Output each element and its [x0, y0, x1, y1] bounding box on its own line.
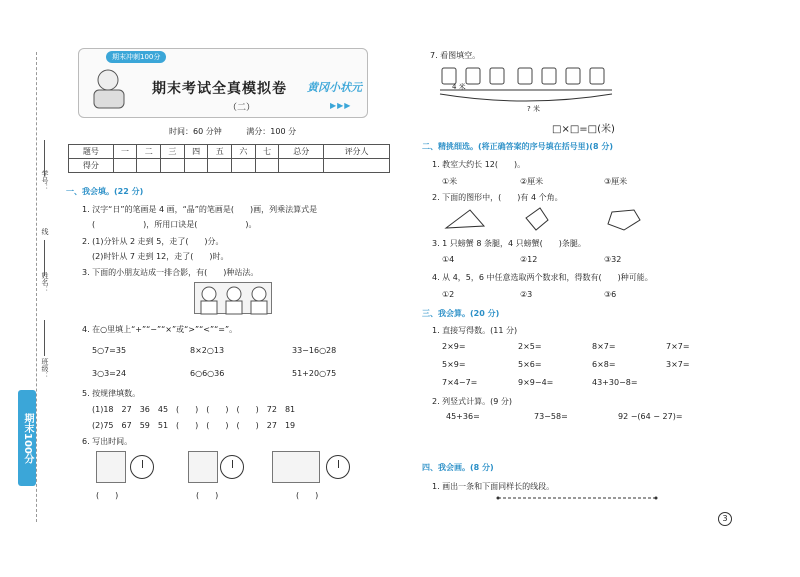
score-input-cell[interactable] [255, 159, 279, 173]
question-text: 1. 画出一条和下面同样长的线段。 [432, 482, 555, 491]
option[interactable]: ①4 [442, 255, 455, 264]
question-text: 3. 1 只螃蟹 8 条腿，4 只螃蟹( )条腿。 [432, 239, 586, 248]
score-input-cell[interactable] [113, 159, 137, 173]
table-cell: 二 [137, 145, 161, 159]
binding-line-mark: 线 [41, 228, 49, 235]
arrow-icon: ▶▶▶ [330, 101, 352, 110]
table-cell: 一 [113, 145, 137, 159]
binding-rule [44, 240, 45, 276]
sequence-row: (2)75 67 59 51 ( ) ( ) ( ) 27 19 [92, 421, 296, 430]
option[interactable]: ②厘米 [520, 177, 544, 186]
clock-icon [220, 455, 244, 479]
three-children-picture [194, 282, 272, 314]
person-illustration [272, 451, 320, 483]
person-illustration [188, 451, 218, 483]
section-heading: 三、我会算。(20 分) [422, 309, 500, 318]
compare-item: 33−16○28 [292, 346, 337, 355]
question-text: 4. 从 4，5，6 中任意选取两个数求和，得数有( )种可能。 [432, 273, 653, 282]
shape-options [444, 206, 654, 232]
brand-logo-side: 期末100分 [18, 390, 36, 486]
calc-item: 7×7= [666, 342, 690, 351]
question-text: 7. 看图填空。 [430, 51, 481, 60]
calc-item: 45+36= [446, 412, 480, 421]
score-input-cell[interactable] [184, 159, 208, 173]
option[interactable]: ③厘米 [604, 177, 628, 186]
person-illustration [96, 451, 126, 483]
question-text: ( )，所用口诀是( )。 [92, 220, 257, 229]
time-limit: 时间：60 分钟 [169, 127, 222, 136]
binding-dashed-line [36, 52, 37, 522]
figure-label: 4 米 [452, 83, 466, 91]
table-cell: 七 [255, 145, 279, 159]
table-cell: 得分 [69, 159, 114, 173]
name-label: 姓名： [41, 272, 49, 293]
section-heading: 四、我会画。(8 分) [422, 463, 494, 472]
table-cell: 三 [161, 145, 185, 159]
calc-item: 7×4−7= [442, 378, 478, 387]
calc-item: 2×5= [518, 342, 542, 351]
full-score: 满分：100 分 [246, 127, 297, 136]
time-answer-blank[interactable]: ( ) [196, 491, 219, 500]
calc-item: 9×9−4= [518, 378, 554, 387]
calc-item: 6×8= [592, 360, 616, 369]
option[interactable]: ②12 [520, 255, 538, 264]
student-id-label: 学号： [41, 170, 49, 191]
mascot-illustration [88, 66, 130, 112]
option[interactable]: ③32 [604, 255, 622, 264]
calc-item: 43+30−8= [592, 378, 638, 387]
question-text: 2. 列竖式计算。(9 分) [432, 397, 513, 406]
question-text: 3. 下面的小朋友站成一排合影，有( )种站法。 [82, 268, 259, 277]
sequence-row: (1)18 27 36 45 ( ) ( ) ( ) 72 81 [92, 405, 296, 414]
score-table [68, 144, 390, 173]
question-text: 2. 下面的图形中，( )有 4 个角。 [432, 193, 563, 202]
question-text: 5. 按规律填数。 [82, 389, 141, 398]
option[interactable]: ②3 [520, 290, 533, 299]
time-answer-blank[interactable]: ( ) [296, 491, 319, 500]
banner-tag: 期末冲刺100分 [106, 51, 166, 63]
binding-rule [44, 320, 45, 356]
table-cell: 总分 [279, 145, 324, 159]
exam-meta [169, 126, 296, 137]
time-answer-blank[interactable]: ( ) [96, 491, 119, 500]
table-cell: 四 [184, 145, 208, 159]
score-input-cell[interactable] [324, 159, 390, 173]
compare-item: 3○3=24 [92, 369, 127, 378]
calc-item: 5×6= [518, 360, 542, 369]
class-label: 班级： [41, 358, 49, 379]
score-input-cell[interactable] [137, 159, 161, 173]
score-input-cell[interactable] [232, 159, 256, 173]
option[interactable]: ①2 [442, 290, 455, 299]
line-segment [496, 494, 660, 502]
calc-item: 2×9= [442, 342, 466, 351]
question-text: (2)时针从 7 走到 12，走了( )时。 [92, 252, 229, 261]
calc-item: 92 −(64 − 27)= [618, 412, 683, 421]
page-title: 期末考试全真模拟卷 [152, 81, 287, 97]
figure-label: ? 米 [527, 105, 540, 113]
table-cell: 题号 [69, 145, 114, 159]
page-number: 3 [718, 512, 732, 526]
calc-item: 3×7= [666, 360, 690, 369]
table-cell: 评分人 [324, 145, 390, 159]
question-text: 6. 写出时间。 [82, 437, 133, 446]
question-text: 1. 教室大约长 12( )。 [432, 160, 526, 169]
binding-rule [44, 140, 45, 176]
compare-item: 6○6○36 [190, 369, 225, 378]
option[interactable]: ①米 [442, 177, 458, 186]
table-cell: 五 [208, 145, 232, 159]
calc-item: 73−58= [534, 412, 568, 421]
clock-icon [326, 455, 350, 479]
question-text: 4. 在○里填上“+”“−”“×”或“>”“<”“=”。 [82, 325, 238, 334]
binding-margin [0, 0, 49, 577]
brand-name: 黄冈小状元 [307, 81, 362, 94]
clock-icon [130, 455, 154, 479]
question-text: 2. (1)分针从 2 走到 5，走了( )分。 [82, 237, 224, 246]
score-input-cell[interactable] [279, 159, 324, 173]
equation-blank[interactable]: □×□=□(米) [552, 124, 615, 135]
table-cell: 六 [232, 145, 256, 159]
option[interactable]: ③6 [604, 290, 617, 299]
question-text: 1. 汉字“日”的笔画是 4 画，“晶”的笔画是( )画，列乘法算式是 [82, 205, 318, 214]
page-subtitle: （二） [228, 103, 256, 113]
section-heading: 一、我会填。(22 分) [66, 187, 144, 196]
calc-item: 5×9= [442, 360, 466, 369]
compare-item: 51+20○75 [292, 369, 337, 378]
score-input-cell[interactable] [208, 159, 232, 173]
question-text: 1. 直接写得数。(11 分) [432, 326, 518, 335]
compare-item: 5○7=35 [92, 346, 127, 355]
calc-item: 8×7= [592, 342, 616, 351]
compare-item: 8×2○13 [190, 346, 225, 355]
score-input-cell[interactable] [161, 159, 185, 173]
section-heading: 二、精挑细选。(将正确答案的序号填在括号里)(8 分) [422, 142, 613, 151]
